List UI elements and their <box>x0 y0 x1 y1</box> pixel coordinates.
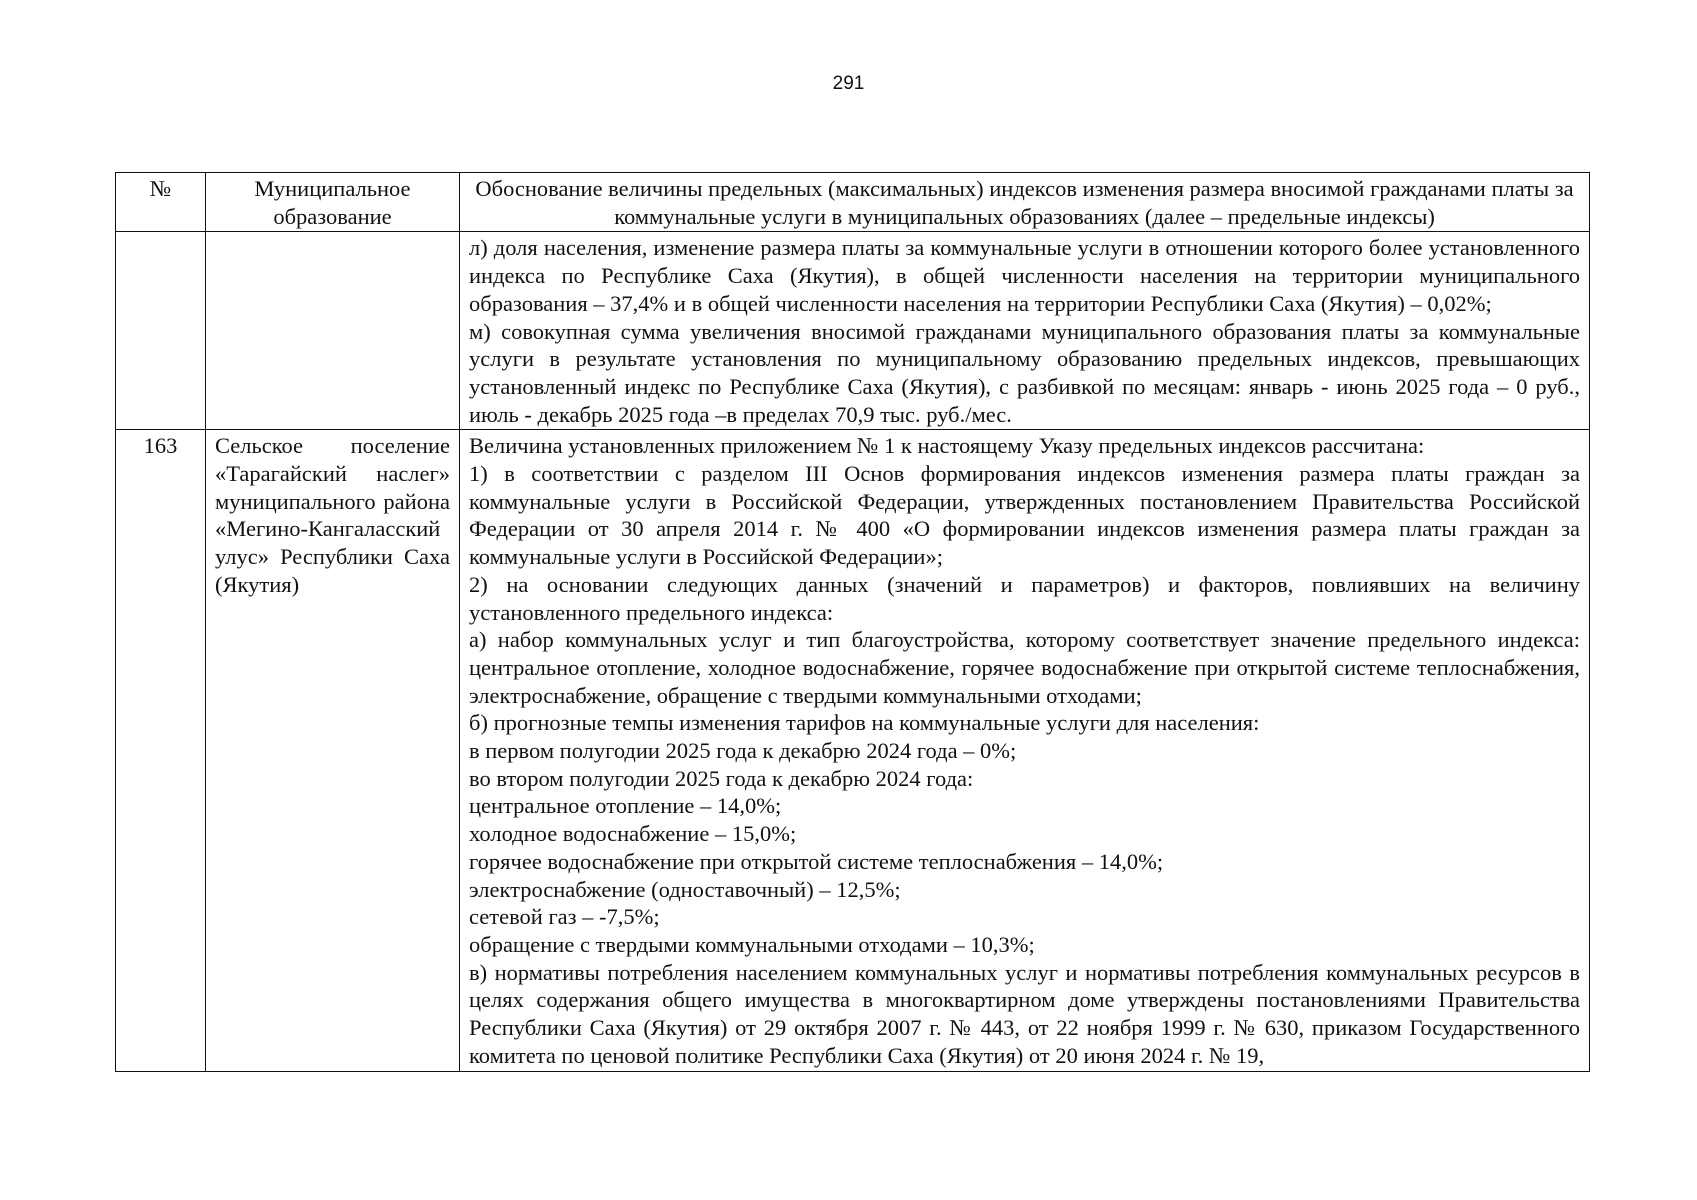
row-municipality <box>206 232 460 430</box>
tariff-hot-water: горячее водоснабжение при открытой системе теплоснабжения – 14,0%; <box>469 848 1164 874</box>
page-number: 291 <box>832 73 865 94</box>
row-municipality: Сельское поселение «Тарагайский наслег» муниципального района «Мегино-Кангаласский улус» Республики Саха (Якутия) <box>206 430 460 1071</box>
tariff-solid-waste: обращение с твердыми коммунальными отходами – 10,3%; <box>469 931 1035 957</box>
paragraph-l: л) доля населения, изменение размера платы за коммунальные услуги в отношении которого более установленного индекса по Республике Саха (Якутия), в общей численности населения на территории муниципального образования – 37,4% и в общей численности населения на территории Республики Саха (Якутия) – 0,02%; <box>469 235 1580 316</box>
header-number: № <box>116 173 206 232</box>
tariff-first-half: в первом полугодии 2025 года к декабрю 2024 года – 0%; <box>469 738 1017 764</box>
paragraph-a: а) набор коммунальных услуг и тип благоустройства, которому соответствует значение предельного индекса: центральное отопление, холодное водоснабжение, горячее водоснабжение при открытой системе теплоснабжения, электроснабжение, обращение с твердыми коммунальными отходами; <box>469 627 1580 708</box>
paragraph-v: в) нормативы потребления населением коммунальных услуг и нормативы потребления коммунальных ресурсов в целях содержания общего имущества в многоквартирном доме утверждены постановлениями Правительства Республики Саха (Якутия) от 29 октября 2007 г. № 443, от 22 ноября 1999 г. № 630, приказом Государственного комитета по ценовой политике Республики Саха (Якутия) от 20 июня 2024 г. № 19, <box>469 959 1580 1068</box>
paragraph-intro: Величина установленных приложением № 1 к настоящему Указу предельных индексов рассчитана: <box>469 433 1425 459</box>
row-number <box>116 232 206 430</box>
paragraph-1: 1) в соответствии с разделом III Основ формирования индексов изменения размера платы граждан за коммунальные услуги в Российской Федерации, утвержденных постановлением Правительства Российской Федерации от 30 апреля 2014 г. № 400 «О формировании индексов изменения размера платы граждан за коммунальные услуги в Российской Федерации»; <box>469 461 1580 570</box>
paragraph-2: 2) на основании следующих данных (значений и параметров) и факторов, повлиявших на величину установленного предельного индекса: <box>469 571 1580 625</box>
row-number: 163 <box>116 430 206 1071</box>
tariff-electricity: электроснабжение (одноставочный) – 12,5%; <box>469 876 901 902</box>
tariff-heating: центральное отопление – 14,0%; <box>469 793 782 819</box>
header-municipality: Муниципальное образование <box>206 173 460 232</box>
header-justification: Обоснование величины предельных (максимальных) индексов изменения размера вносимой гражданами платы за коммунальные услуги в муниципальных образованиях (далее – предельные индексы) <box>460 173 1590 232</box>
tariff-second-half: во втором полугодии 2025 года к декабрю 2024 года: <box>469 765 974 791</box>
paragraph-b: б) прогнозные темпы изменения тарифов на коммунальные услуги для населения: <box>469 710 1260 736</box>
tariff-cold-water: холодное водоснабжение – 15,0%; <box>469 821 797 847</box>
index-justification-table <box>115 172 1590 1072</box>
table-row-continued <box>116 232 1590 430</box>
tariff-gas: сетевой газ – -7,5%; <box>469 904 660 930</box>
table-header-row <box>116 173 1590 232</box>
row-justification <box>460 430 1590 1071</box>
paragraph-m: м) совокупная сумма увеличения вносимой гражданами муниципального образования платы за коммунальные услуги в результате установления по муниципальному образованию предельных индексов, превышающих установленный индекс по Республике Саха (Якутия), с разбивкой по месяцам: январь - июнь 2025 года – 0 руб., июль - декабрь 2025 года –в пределах 70,9 тыс. руб./мес. <box>469 318 1580 427</box>
table-row-163 <box>116 430 1590 1071</box>
row-justification <box>460 232 1590 430</box>
